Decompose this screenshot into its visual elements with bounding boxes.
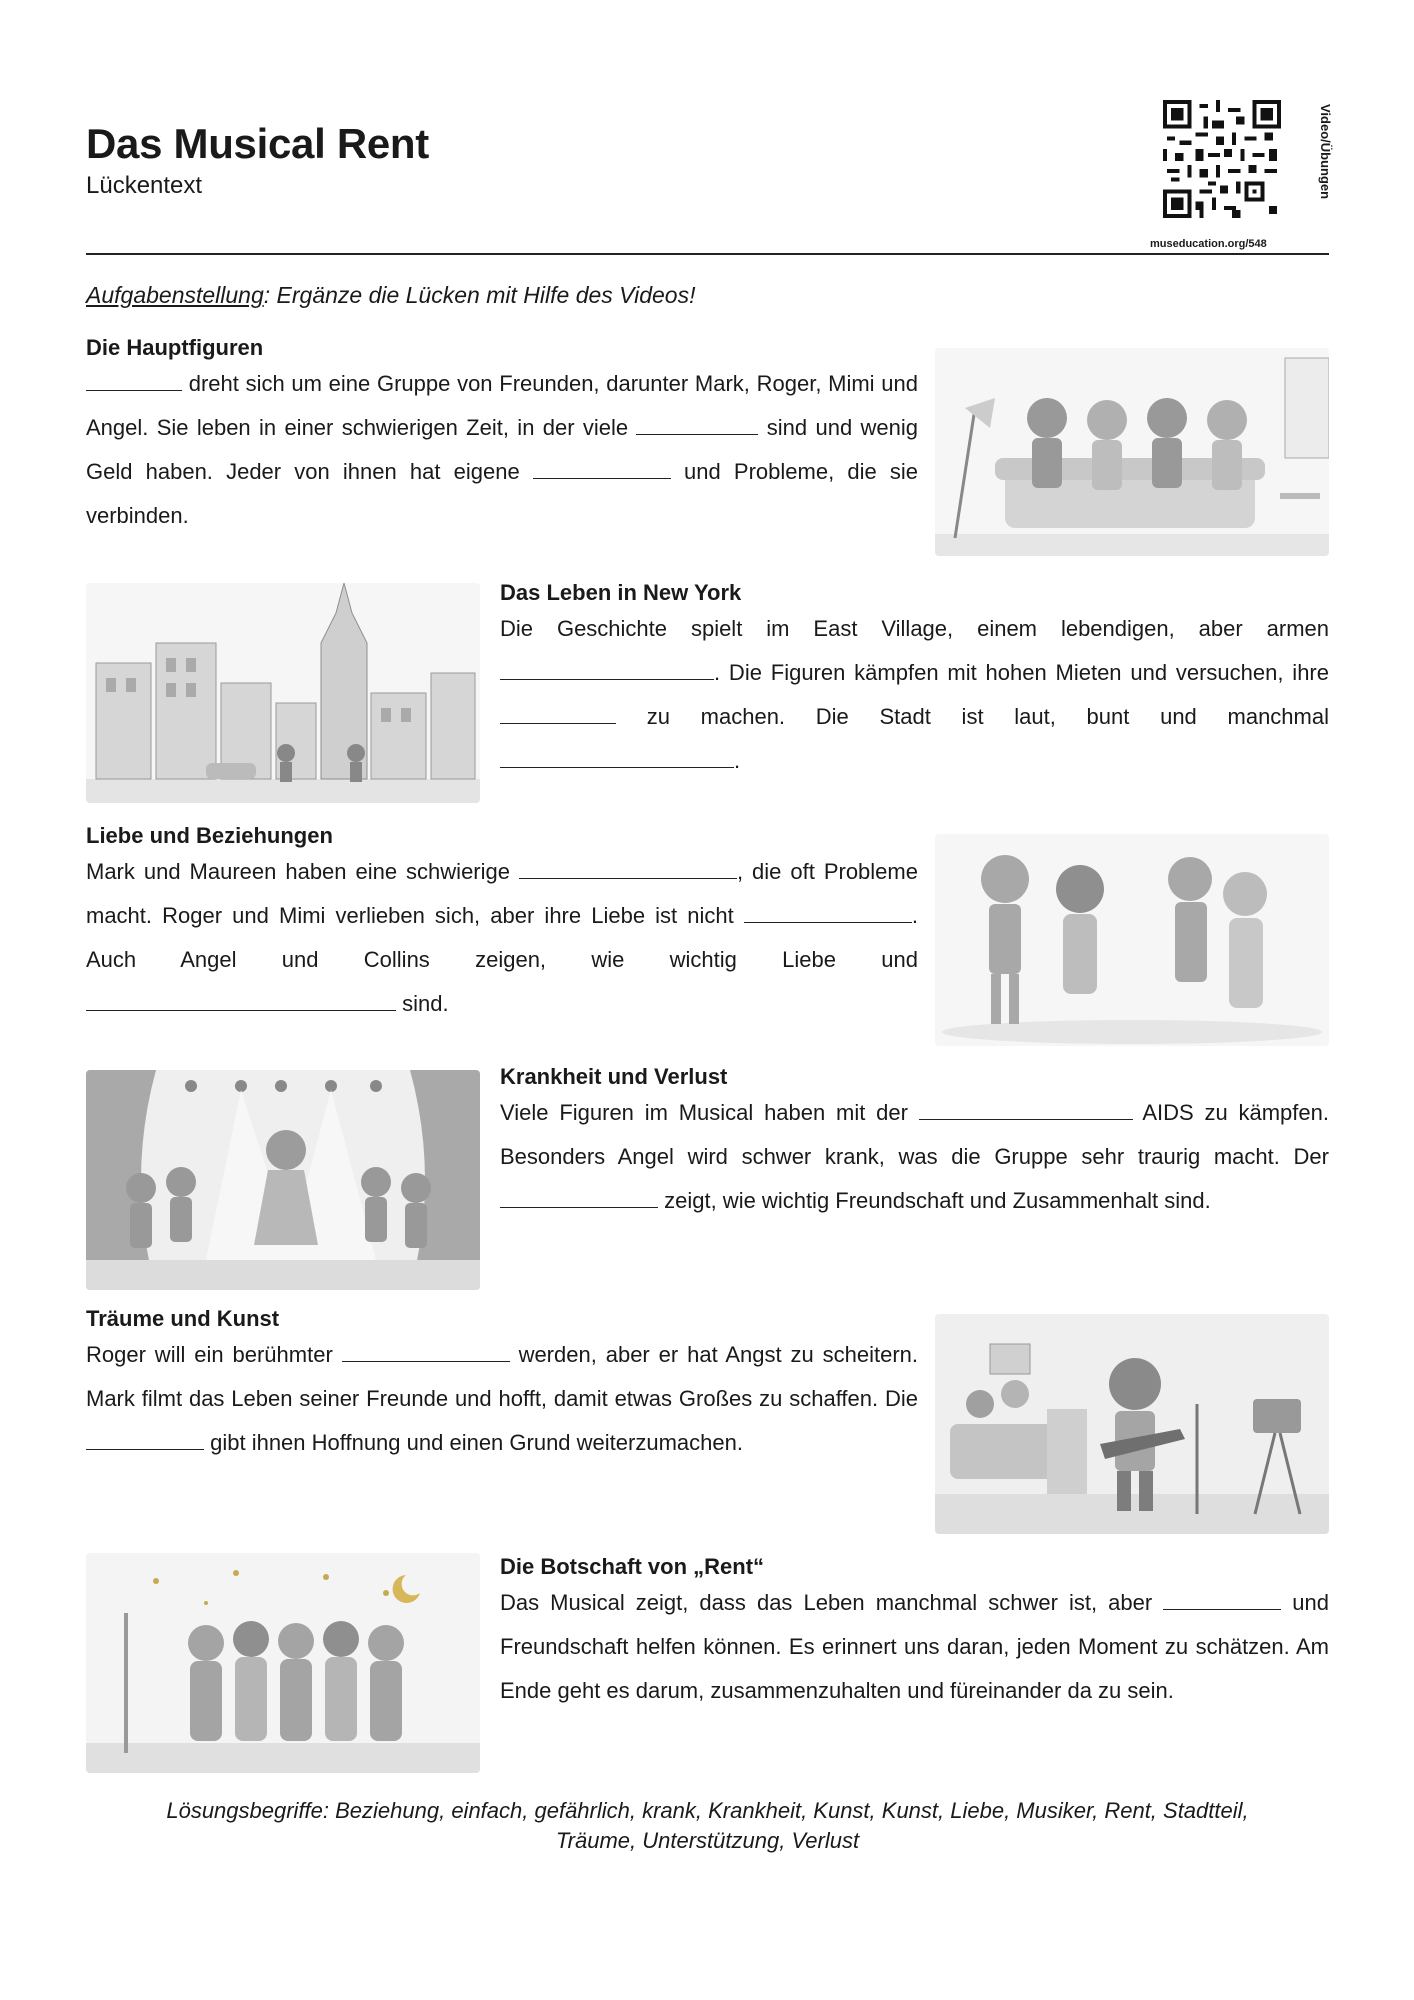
section-text: Viele Figuren im Musical haben mit der AIDS zu kämpfen. Besonders Angel wird schwer krank, was die Gruppe sehr traurig macht. Der zeigt, wie wichtig Freundschaft und Zusammenhalt sind.	[500, 1100, 1329, 1213]
blank-field[interactable]	[86, 1431, 204, 1450]
page-subtitle: Lückentext	[86, 172, 203, 199]
section-title: Träume und Kunst	[86, 1306, 280, 1331]
section-new-york	[500, 579, 1329, 783]
blank-field[interactable]	[86, 992, 396, 1011]
section-text: dreht sich um eine Gruppe von Freunden, darunter Mark, Roger, Mimi und Angel. Sie leben in einer schwierigen Zeit, in der viele sind und wenig Geld haben. Jeder von ihnen hat eigene und Probleme, die sie verbinden.	[86, 371, 919, 528]
section-krankheit	[500, 1063, 1329, 1223]
blank-field[interactable]	[342, 1343, 510, 1362]
section-text: Mark und Maureen haben eine schwierige , die oft Probleme macht. Roger und Mimi verlieben sich, aber ihre Liebe ist nicht . Auch Angel und Collins zeigen, wie wichtig Liebe und sind.	[86, 859, 918, 1016]
page-title: Das Musical Rent	[86, 120, 429, 167]
blank-field[interactable]	[533, 460, 671, 479]
blank-field[interactable]	[519, 860, 737, 879]
blank-field[interactable]	[636, 416, 758, 435]
friends-on-sofa-illustration	[935, 348, 1329, 556]
section-title: Krankheit und Verlust	[500, 1064, 728, 1089]
qr-code-icon[interactable]	[1163, 100, 1281, 218]
blank-field[interactable]	[744, 904, 912, 923]
solution-line-2: Träume, Unterstützung, Verlust	[555, 1828, 860, 1853]
couples-illustration	[935, 834, 1329, 1046]
qr-side-label: Video/Übungen	[1318, 104, 1333, 200]
blank-field[interactable]	[500, 1189, 658, 1208]
task-instruction	[86, 282, 695, 309]
section-text: Das Musical zeigt, dass das Leben manchmal schwer ist, aber und Freundschaft helfen können. Es erinnert uns daran, jeden Moment zu schätzen. Am Ende geht es darum, zusammenzuhalten und füreinander da zu sein.	[500, 1590, 1329, 1703]
new-york-street-illustration	[86, 583, 480, 803]
source-url[interactable]: museducation.org/548	[1150, 238, 1267, 250]
section-hauptfiguren	[86, 334, 918, 538]
section-title: Das Leben in New York	[500, 580, 742, 605]
section-text: Roger will ein berühmter werden, aber er hat Angst zu scheitern. Mark filmt das Leben seiner Freunde und hofft, damit etwas Großes zu schaffen. Die gibt ihnen Hoffnung und einen Grund weiterzumachen.	[86, 1342, 919, 1455]
blank-field[interactable]	[500, 661, 714, 680]
blank-field[interactable]	[1163, 1591, 1281, 1610]
section-botschaft	[500, 1553, 1329, 1713]
friends-hugging-night-illustration	[86, 1553, 480, 1773]
blank-field[interactable]	[919, 1101, 1133, 1120]
section-traeume	[86, 1305, 918, 1465]
section-title: Die Botschaft von „Rent“	[500, 1554, 765, 1579]
task-text: : Ergänze die Lücken mit Hilfe des Videos!	[263, 282, 696, 308]
solution-line-1: Lösungsbegriffe: Beziehung, einfach, gefährlich, krank, Krankheit, Kunst, Kunst, Liebe, Musiker, Rent, Stadtteil,	[166, 1798, 1249, 1823]
section-title: Die Hauptfiguren	[86, 335, 264, 360]
stage-singer-illustration	[86, 1070, 480, 1290]
blank-field[interactable]	[500, 749, 734, 768]
task-label: Aufgabenstellung	[86, 282, 264, 308]
solution-words	[86, 1796, 1329, 1856]
blank-field[interactable]	[500, 705, 616, 724]
blank-field[interactable]	[86, 372, 182, 391]
guitarist-illustration	[935, 1314, 1329, 1534]
section-liebe	[86, 822, 918, 1026]
section-text: Die Geschichte spielt im East Village, einem lebendigen, aber armen . Die Figuren kämpfen mit hohen Mieten und versuchen, ihre zu machen. Die Stadt ist laut, bunt und manchmal .	[500, 616, 1329, 773]
section-title: Liebe und Beziehungen	[86, 823, 333, 848]
header-divider	[86, 253, 1329, 255]
